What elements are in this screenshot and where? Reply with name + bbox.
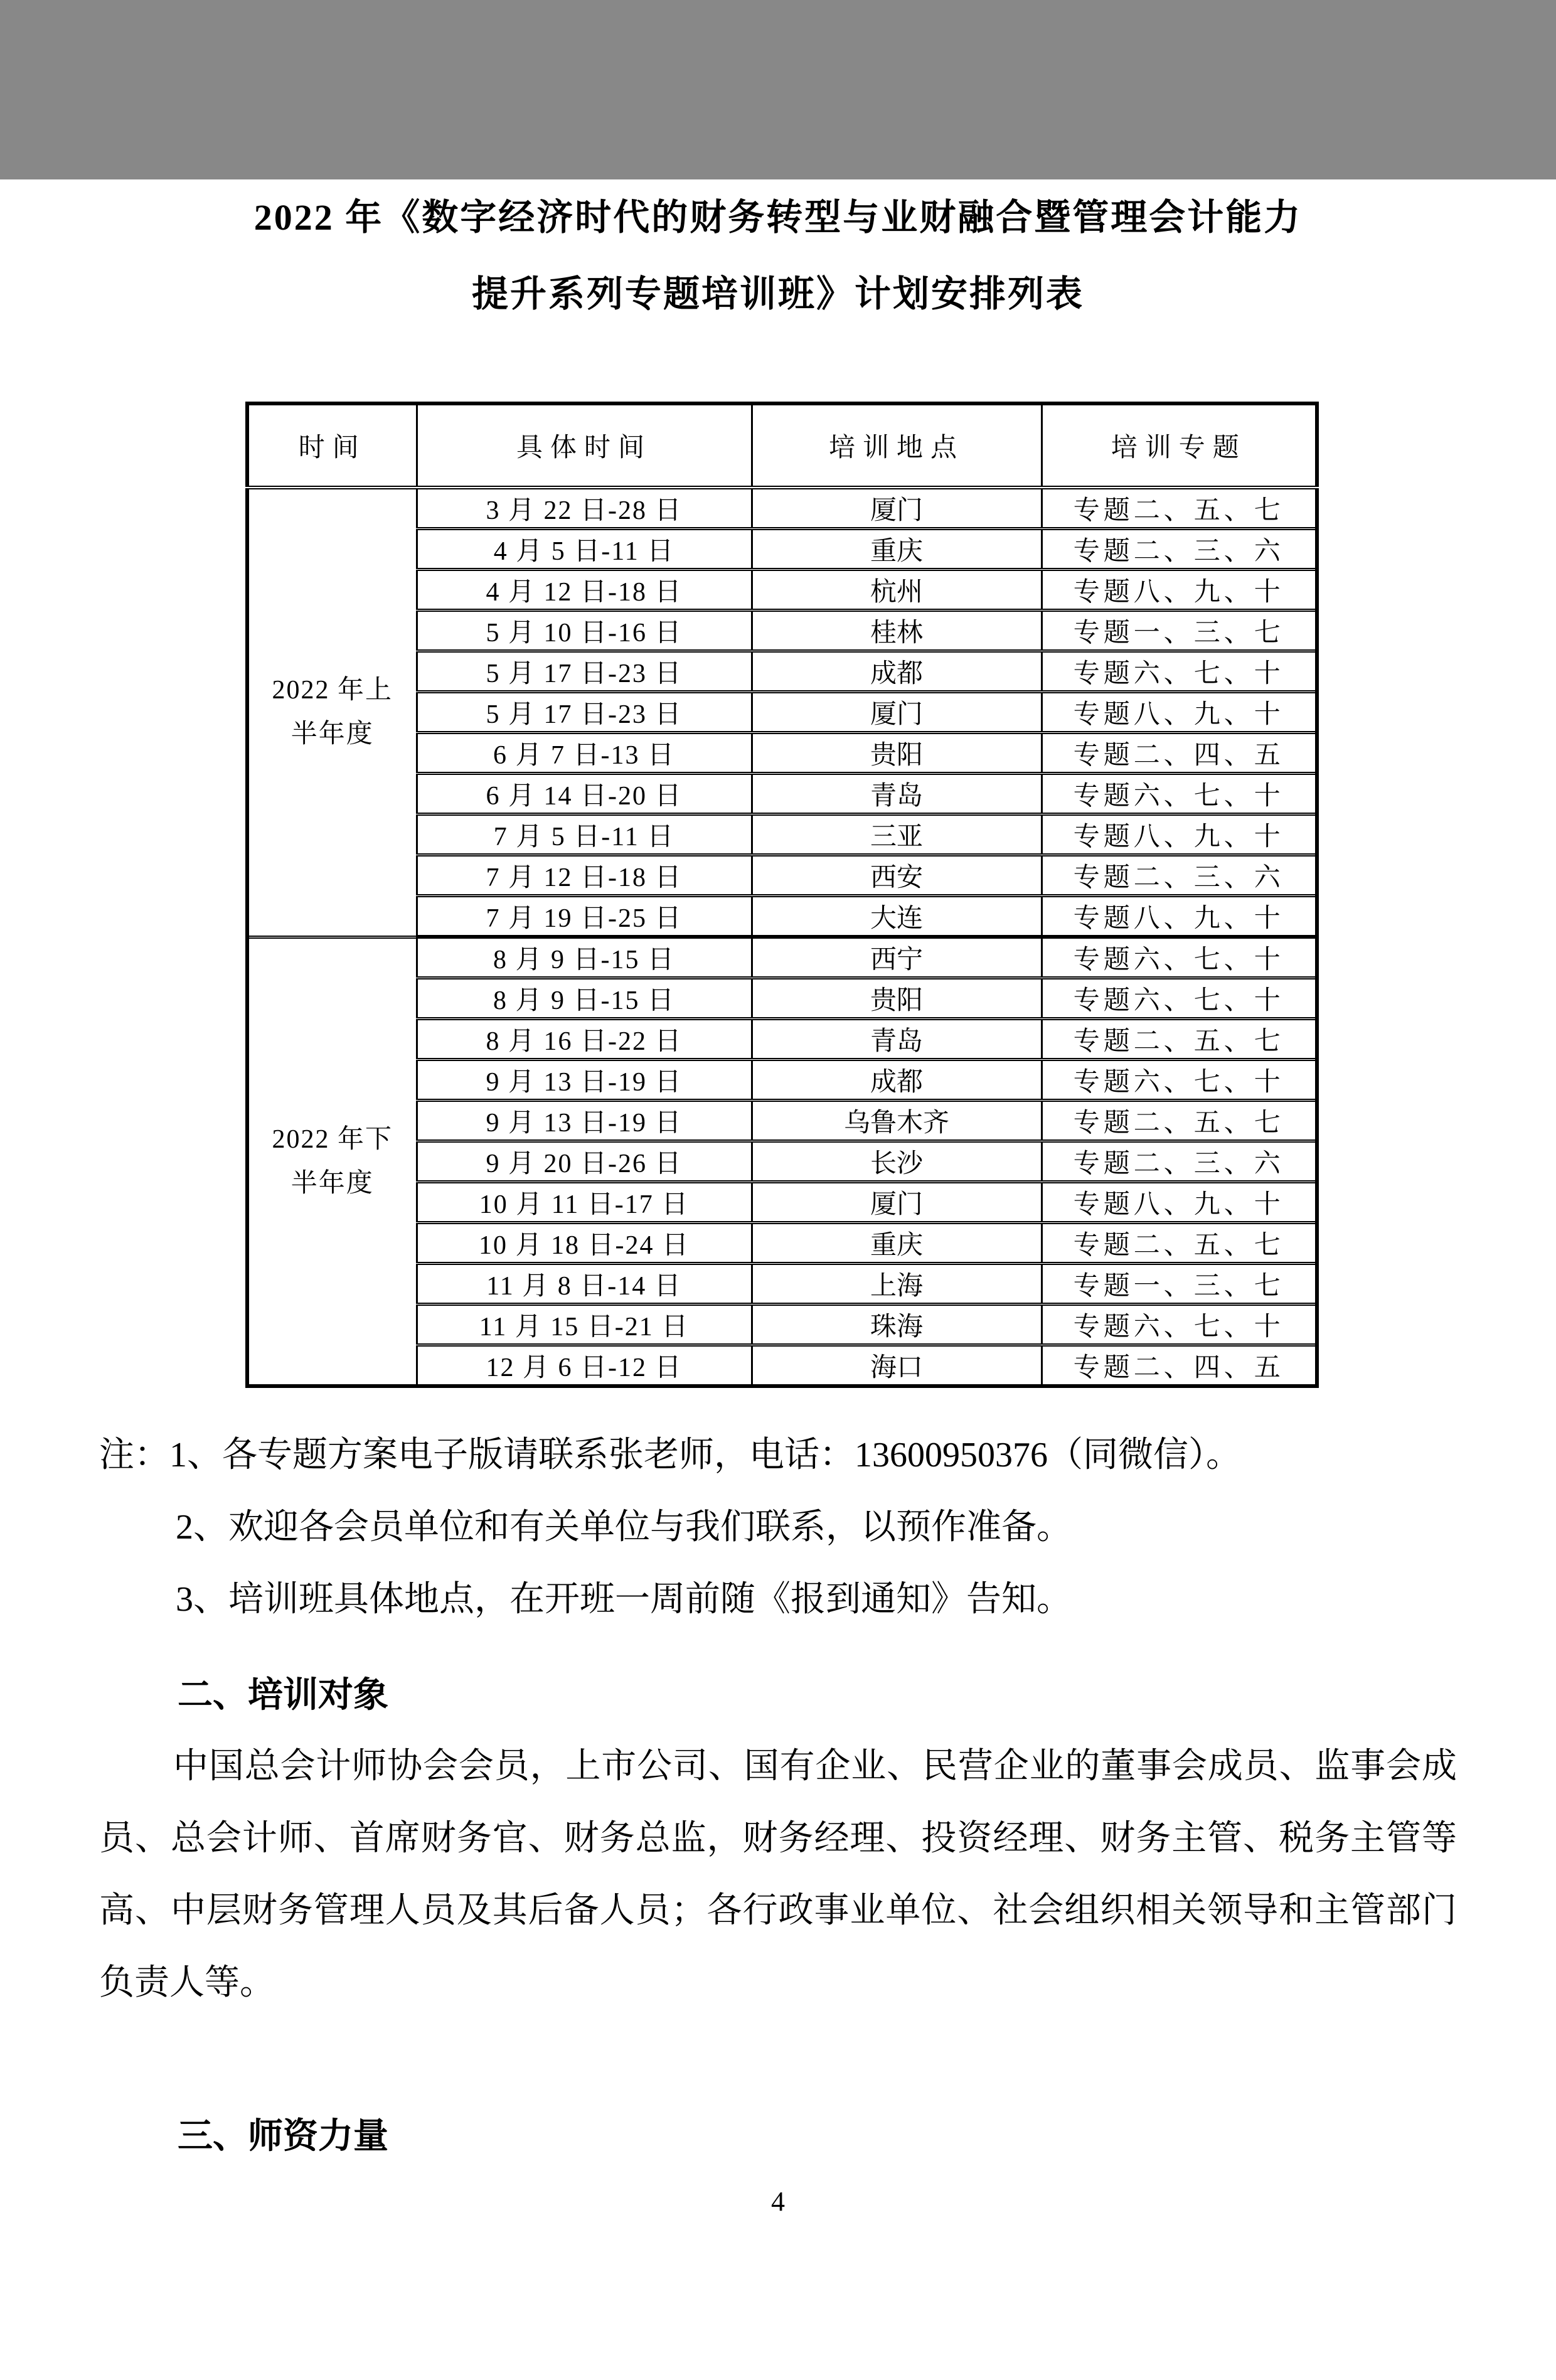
topics-cell: 专题二、三、六 (1042, 855, 1317, 896)
table-row (247, 937, 1317, 978)
topics-cell: 专题八、九、十 (1042, 692, 1317, 733)
column-header-time: 时间 (247, 403, 417, 488)
notes-block (99, 1419, 1462, 1636)
location-cell: 厦门 (752, 1182, 1042, 1223)
topics-cell: 专题六、七、十 (1042, 1305, 1317, 1345)
location-cell: 桂林 (752, 611, 1042, 651)
date-cell: 5 月 17 日-23 日 (417, 692, 752, 733)
location-cell: 贵阳 (752, 733, 1042, 774)
date-cell: 11 月 15 日-21 日 (417, 1305, 752, 1345)
topics-cell: 专题二、五、七 (1042, 1101, 1317, 1141)
date-cell: 10 月 11 日-17 日 (417, 1182, 752, 1223)
location-cell: 青岛 (752, 1019, 1042, 1060)
date-cell: 5 月 17 日-23 日 (417, 651, 752, 692)
location-cell: 上海 (752, 1264, 1042, 1305)
period-line: 半年度 (290, 1168, 374, 1198)
topics-cell: 专题二、三、六 (1042, 1141, 1317, 1182)
date-cell: 4 月 12 日-18 日 (417, 570, 752, 611)
topics-cell: 专题二、五、七 (1042, 1019, 1317, 1060)
page-number: 4 (771, 2186, 785, 2217)
location-cell: 西宁 (752, 937, 1042, 978)
document-title (0, 179, 1556, 333)
note-1: 注：1、各专题方案电子版请联系张老师，电话：13600950376（同微信）。 (99, 1436, 1241, 1475)
training-target-paragraph: 中国总会计师协会会员，上市公司、国有企业、民营企业的董事会成员、监事会成员、总会计师、首席财务官、财务总监，财务经理、投资经理、财务主管、税务主管等高、中层财务管理人员及其后备人员；各行政事业单位、社会组织相关领导和主管部门负责人等。 (99, 1747, 1457, 2002)
table-header-row (247, 403, 1317, 488)
topics-cell: 专题六、七、十 (1042, 937, 1317, 978)
location-cell: 海口 (752, 1345, 1042, 1387)
topics-cell: 专题六、七、十 (1042, 651, 1317, 692)
column-header-topic: 培训专题 (1042, 403, 1317, 488)
date-cell: 9 月 13 日-19 日 (417, 1101, 752, 1141)
column-header-location: 培训地点 (752, 403, 1042, 488)
period-line: 2022 年上 (272, 676, 393, 705)
table-row (247, 488, 1317, 529)
topics-cell: 专题二、五、七 (1042, 488, 1317, 529)
location-cell: 青岛 (752, 774, 1042, 814)
period-cell-first-half (247, 488, 417, 937)
location-cell: 成都 (752, 1060, 1042, 1101)
topics-cell: 专题二、四、五 (1042, 1345, 1317, 1387)
date-cell: 8 月 9 日-15 日 (417, 937, 752, 978)
topics-cell: 专题六、七、十 (1042, 978, 1317, 1019)
section-heading-faculty: 三、师资力量 (178, 2116, 388, 2155)
location-cell: 长沙 (752, 1141, 1042, 1182)
topics-cell: 专题六、七、十 (1042, 774, 1317, 814)
location-cell: 大连 (752, 896, 1042, 937)
period-cell-second-half (247, 937, 417, 1386)
section-heading-training-target: 二、培训对象 (178, 1675, 388, 1714)
document-page (0, 179, 1556, 2380)
date-cell: 5 月 10 日-16 日 (417, 611, 752, 651)
location-cell: 贵阳 (752, 978, 1042, 1019)
date-cell: 7 月 19 日-25 日 (417, 896, 752, 937)
date-cell: 7 月 12 日-18 日 (417, 855, 752, 896)
topics-cell: 专题八、九、十 (1042, 814, 1317, 855)
location-cell: 重庆 (752, 1223, 1042, 1264)
date-cell: 6 月 14 日-20 日 (417, 774, 752, 814)
topics-cell: 专题一、三、七 (1042, 1264, 1317, 1305)
date-cell: 4 月 5 日-11 日 (417, 529, 752, 570)
topics-cell: 专题八、九、十 (1042, 1182, 1317, 1223)
note-2: 2、欢迎各会员单位和有关单位与我们联系，以预作准备。 (176, 1508, 1072, 1547)
column-header-specific-time: 具体时间 (417, 403, 752, 488)
title-line-2: 提升系列专题培训班》计划安排列表 (471, 274, 1084, 314)
date-cell: 8 月 9 日-15 日 (417, 978, 752, 1019)
location-cell: 厦门 (752, 692, 1042, 733)
topics-cell: 专题一、三、七 (1042, 611, 1317, 651)
date-cell: 9 月 13 日-19 日 (417, 1060, 752, 1101)
date-cell: 8 月 16 日-22 日 (417, 1019, 752, 1060)
topics-cell: 专题八、九、十 (1042, 896, 1317, 937)
location-cell: 乌鲁木齐 (752, 1101, 1042, 1141)
topics-cell: 专题二、五、七 (1042, 1223, 1317, 1264)
topics-cell: 专题二、四、五 (1042, 733, 1317, 774)
date-cell: 9 月 20 日-26 日 (417, 1141, 752, 1182)
location-cell: 厦门 (752, 488, 1042, 529)
location-cell: 重庆 (752, 529, 1042, 570)
schedule-table (245, 402, 1319, 1388)
period-line: 半年度 (290, 720, 374, 749)
date-cell: 6 月 7 日-13 日 (417, 733, 752, 774)
date-cell: 10 月 18 日-24 日 (417, 1223, 752, 1264)
location-cell: 三亚 (752, 814, 1042, 855)
topics-cell: 专题二、三、六 (1042, 529, 1317, 570)
note-3: 3、培训班具体地点，在开班一周前随《报到通知》告知。 (176, 1580, 1072, 1619)
date-cell: 12 月 6 日-12 日 (417, 1345, 752, 1387)
location-cell: 成都 (752, 651, 1042, 692)
location-cell: 珠海 (752, 1305, 1042, 1345)
topics-cell: 专题六、七、十 (1042, 1060, 1317, 1101)
location-cell: 杭州 (752, 570, 1042, 611)
date-cell: 3 月 22 日-28 日 (417, 488, 752, 529)
location-cell: 西安 (752, 855, 1042, 896)
title-line-1: 2022 年《数字经济时代的财务转型与业财融合暨管理会计能力 (253, 197, 1303, 238)
topics-cell: 专题八、九、十 (1042, 570, 1317, 611)
date-cell: 11 月 8 日-14 日 (417, 1264, 752, 1305)
date-cell: 7 月 5 日-11 日 (417, 814, 752, 855)
period-line: 2022 年下 (272, 1124, 393, 1154)
